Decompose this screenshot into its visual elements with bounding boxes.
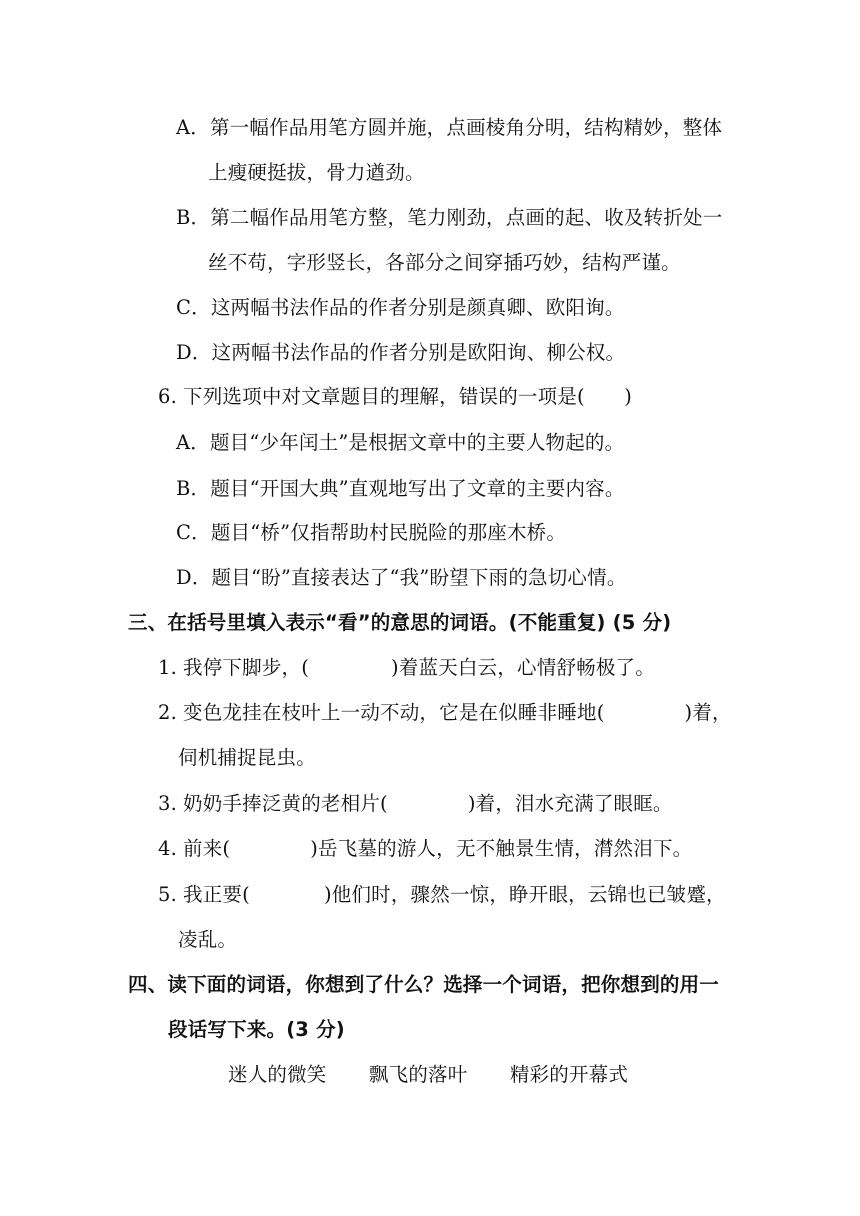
option-text: 这两幅书法作品的作者分别是欧阳询、柳公权。 <box>211 341 626 364</box>
q6-option-c <box>176 521 566 545</box>
item-text-continued: 凌乱。 <box>178 928 238 951</box>
q5-option-a-continued <box>208 161 425 185</box>
item-text-after: )着， <box>684 701 732 724</box>
q5-option-a <box>176 116 722 140</box>
option-text: 题目“开国大典”直观地写出了文章的主要内容。 <box>210 477 625 500</box>
q6-option-a <box>176 431 624 455</box>
q6-option-b <box>176 477 625 501</box>
item-text-after: )岳飞墓的游人，无不触景生情，潸然泪下。 <box>310 837 693 860</box>
option-label: B． <box>176 206 211 229</box>
option-label: D． <box>176 341 212 364</box>
item-number: 1. <box>158 656 178 679</box>
word-option: 精彩的开幕式 <box>509 1063 629 1086</box>
word-option: 迷人的微笑 <box>228 1063 327 1086</box>
option-text: 第二幅作品用笔方整，笔力刚劲，点画的起、收及转折处一 <box>210 206 723 229</box>
question-number: 6. <box>158 385 178 408</box>
item-text-before: 我正要( <box>183 883 250 906</box>
q5-option-c <box>176 296 625 320</box>
section-4-title-line-2: 段话写下来。(3 分) <box>168 1018 345 1041</box>
q6-stem <box>158 385 632 409</box>
q5-option-d <box>176 341 625 365</box>
option-label: C． <box>176 521 211 544</box>
option-label: D． <box>176 566 212 589</box>
section-3-item-5-continued <box>178 928 237 952</box>
word-option: 飘飞的落叶 <box>368 1063 468 1086</box>
section-4-title-line-1: 四、读下面的词语，你想到了什么？选择一个词语，把你想到的用一 <box>128 973 720 996</box>
option-text-continued: 丝不苟，字形竖长，各部分之间穿插巧妙，结构严谨。 <box>208 251 681 274</box>
item-text-continued: 伺机捕捉昆虫。 <box>178 746 316 769</box>
item-text-after: )着，泪水充满了眼眶。 <box>467 792 673 815</box>
q5-option-b <box>176 206 722 230</box>
section-3-item-5 <box>158 883 726 907</box>
item-text-before: 奶奶手捧泛黄的老相片( <box>183 792 388 815</box>
item-number: 2. <box>158 701 178 724</box>
option-label: A． <box>176 431 210 454</box>
option-label: C． <box>176 296 211 319</box>
option-text: 题目“桥”仅指帮助村民脱险的那座木桥。 <box>210 521 567 544</box>
section-3-item-1 <box>158 656 655 680</box>
option-text: 这两幅书法作品的作者分别是颜真卿、欧阳询。 <box>210 296 625 319</box>
section-4-word-list <box>228 1063 628 1087</box>
section-3-item-2 <box>158 701 732 725</box>
item-text-before: 我停下脚步，( <box>183 656 310 679</box>
q6-option-d <box>176 566 627 590</box>
option-label: A． <box>176 116 210 139</box>
option-label: B． <box>176 477 211 500</box>
q5-option-b-continued <box>208 251 681 275</box>
option-text: 题目“少年闰土”是根据文章中的主要人物起的。 <box>209 431 625 454</box>
option-text-continued: 上瘦硬挺拔，骨力遒劲。 <box>208 161 425 184</box>
section-3-item-3 <box>158 792 673 816</box>
question-text: 下列选项中对文章题目的理解，错误的一项是( ) <box>183 385 633 408</box>
item-number: 4. <box>158 837 178 860</box>
option-text: 第一幅作品用笔方圆并施，点画棱角分明，结构精妙，整体 <box>209 116 723 139</box>
item-text-after: )他们时，骤然一惊，睁开眼，云锦也已皱蹙， <box>323 883 726 906</box>
section-3-title: 三、在括号里填入表示“看”的意思的词语。(不能重复) (5 分) <box>128 611 672 634</box>
item-number: 3. <box>158 792 178 815</box>
option-text: 题目“盼”直接表达了“我”盼望下雨的急切心情。 <box>211 566 627 589</box>
section-3-item-4 <box>158 837 692 861</box>
item-number: 5. <box>158 883 178 906</box>
item-text-after: )着蓝天白云，心情舒畅极了。 <box>391 656 655 679</box>
item-text-before: 前来( <box>183 837 231 860</box>
section-3-item-2-continued <box>178 746 316 770</box>
item-text-before: 变色龙挂在枝叶上一动不动，它是在似睡非睡地( <box>183 701 605 724</box>
